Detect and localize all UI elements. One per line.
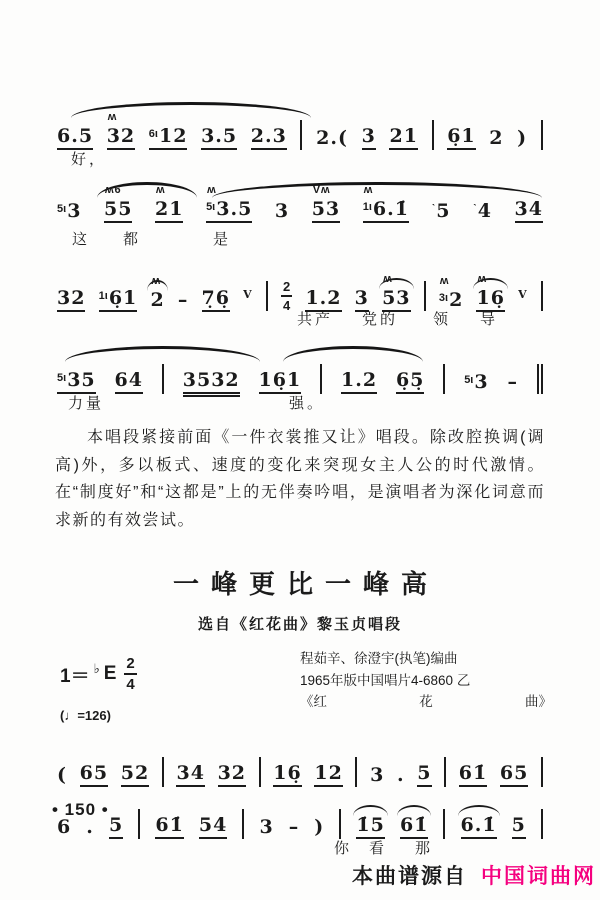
note-token: 3532 <box>183 371 240 394</box>
note-token: – <box>507 371 518 393</box>
note-token: 1.2 <box>305 289 341 312</box>
credit-line: 程茹辛、徐澄宇(执笔)编曲 <box>300 651 458 667</box>
note-token: 6̣5̣ <box>396 371 424 394</box>
note-token: 64 <box>115 371 143 394</box>
note-token: 3 <box>355 289 369 312</box>
ornament-mark: ʍ6 <box>105 184 122 196</box>
barline <box>541 809 543 839</box>
grace-note: 5ι <box>464 374 474 386</box>
note-token: 5ι 3.5 ʍ <box>206 200 252 223</box>
slur-arc <box>212 182 542 198</box>
note-token: ) <box>314 816 325 839</box>
note-token: 5 <box>109 816 123 839</box>
ornament-mark: ʍ <box>207 184 217 196</box>
ornament-mark: ʍ <box>151 275 161 287</box>
note-token: 5ι 3 <box>464 371 489 393</box>
ornament-mark: ʍ <box>107 111 118 123</box>
note-token: 21 ʍ <box>155 200 183 223</box>
note-token: 16̣ <box>273 764 301 787</box>
key-letter: E <box>103 663 117 685</box>
page-number: • 150 • <box>52 800 109 819</box>
note-token: 3 <box>362 127 376 150</box>
note-token: 1.2 <box>341 371 377 394</box>
note-token: 6.5 <box>57 127 93 150</box>
barline <box>300 120 302 150</box>
note-token: 34 <box>176 764 204 787</box>
time-signature: 2 4 <box>283 279 291 313</box>
music-system <box>57 176 543 256</box>
lyric: 共产 <box>297 311 334 328</box>
note-token: – <box>177 289 189 311</box>
footer-site-name: 中国词曲网 <box>481 865 596 888</box>
music-system <box>57 733 543 785</box>
note-token: 53 ʍ <box>382 289 410 312</box>
lyric: 好， <box>71 151 108 168</box>
commentary-paragraph: 本唱段紧接前面《一件衣裳推又让》唱段。除改腔换调(调高)外，多以板式、速度的变化来突现女主人公的时代激情。在“制度好”和“这都是”上的无伴奏吟唱，是演唱者为深化词意而求新的有效尝试。 <box>55 429 545 529</box>
lyric: 这 <box>72 231 91 248</box>
lyric: 力量 <box>68 395 105 412</box>
note-token: 5 <box>417 764 431 787</box>
ornament-mark: ʍ <box>156 184 166 196</box>
footer-prefix: 本曲谱源自 <box>352 865 467 888</box>
song-subtitle: 选自《红花曲》黎玉贞唱段 <box>197 616 402 634</box>
note-token: 53 Vʍ <box>312 200 340 223</box>
barline <box>424 281 426 311</box>
note-token: 34 <box>515 200 543 223</box>
grace-note: 3ι <box>438 292 449 304</box>
grace-note: ˋ <box>473 203 477 215</box>
note-token: 6.1̇ <box>461 816 497 839</box>
grace-note: 5ι <box>57 372 67 384</box>
note-token: 3 <box>259 816 274 839</box>
note-token: . <box>397 764 405 787</box>
barline <box>444 757 446 787</box>
note-token: 65 <box>80 764 108 787</box>
note-token: 5ι 35 <box>57 371 96 394</box>
key-signature <box>60 656 137 692</box>
barline <box>242 809 244 839</box>
note-token: 6 <box>57 816 72 839</box>
barline <box>443 809 445 839</box>
note-token: 3.5 <box>201 127 237 150</box>
music-system <box>57 256 543 340</box>
lyric: 看 <box>369 840 388 858</box>
note-token: 2.3 <box>251 127 287 150</box>
barline <box>541 757 543 787</box>
note-token: ˋ 5 <box>431 200 451 222</box>
grace-note: ˋ <box>431 203 436 215</box>
lyric: 领 <box>433 311 452 328</box>
barline <box>537 364 539 394</box>
credit-line: 《红 花 曲》 <box>300 694 552 710</box>
song-title: 一峰更比一峰高 <box>172 569 439 600</box>
key-prefix: 1＝ <box>60 665 90 687</box>
barline <box>162 757 164 787</box>
note-token: 16̣ ʍ <box>476 289 504 312</box>
note-token: – <box>288 816 300 839</box>
note-token: 61̇ <box>155 816 183 839</box>
note-token: 5 <box>512 816 526 839</box>
ornament-mark: ʍ <box>383 273 393 285</box>
note-token: . <box>86 816 94 839</box>
note-token: 1̇5 <box>356 816 384 839</box>
note-token: 1ι 6.1̇ ʍ <box>363 200 409 223</box>
note-token: 6̣1 <box>447 127 475 150</box>
barline <box>339 809 341 839</box>
music-system <box>57 340 543 414</box>
barline <box>138 809 140 839</box>
note-token: ( <box>57 764 67 787</box>
song-meta <box>0 634 600 723</box>
note-token: 3ι 2 ʍ <box>438 275 464 311</box>
barline <box>541 281 543 311</box>
flat-icon: ♭ <box>93 661 100 677</box>
grace-note: 1ι <box>98 290 108 302</box>
source-footer <box>352 860 596 890</box>
lyric: 导 <box>480 311 499 328</box>
note-token: V <box>518 288 528 301</box>
note-token: 2.( <box>316 127 348 149</box>
note-token: 32 ʍ <box>107 127 135 150</box>
note-token: 54 <box>199 816 227 839</box>
lyric: 党的 <box>362 311 399 328</box>
slur-arc <box>65 346 260 362</box>
barline <box>541 120 543 150</box>
barline <box>259 757 261 787</box>
lyric: 你 <box>334 840 353 858</box>
ornament-mark: Vʍ <box>312 184 331 196</box>
meter-signature: 2 4 <box>126 655 135 694</box>
tempo-marking: (♩=126) <box>60 708 111 724</box>
note-token: ) <box>517 127 528 149</box>
ornament-mark: ʍ <box>363 184 374 196</box>
ornament-mark: ʍ <box>439 275 450 287</box>
barline <box>443 364 445 394</box>
note-token: 2 <box>489 127 504 149</box>
lyric: 那 <box>415 840 434 858</box>
note-token: 61̇ <box>459 764 487 787</box>
grace-note: 5ι <box>57 203 67 215</box>
note-token: 61̇ <box>400 816 428 839</box>
note-token: 32 <box>218 764 246 787</box>
barline <box>320 364 322 394</box>
ornament-mark: ʍ <box>477 273 488 285</box>
note-token: 3 <box>370 764 385 787</box>
credit-line: 1965年版中国唱片4-6860 乙 <box>300 672 471 688</box>
note-token: 2 ʍ <box>150 275 165 311</box>
score-top-systems <box>0 0 600 414</box>
lyric: 是 <box>213 231 232 248</box>
note-token: 1ι 6̣1 <box>99 289 138 312</box>
note-token: 7̣6̣ <box>202 289 230 312</box>
note-token: V <box>243 288 253 301</box>
note-token: 52 <box>121 764 149 787</box>
note-token: 32 <box>57 289 85 312</box>
note-token: 12 <box>314 764 342 787</box>
note-token: 3 <box>274 200 290 222</box>
music-system <box>57 96 543 176</box>
key-tempo-block <box>60 648 137 723</box>
note-token: 5ι 3 <box>57 200 82 222</box>
note-token: 21 <box>389 127 417 150</box>
grace-note: 6ι <box>148 128 158 140</box>
note-token: 6ι 12 <box>149 127 188 150</box>
note-token: ˋ 4 <box>473 200 492 222</box>
barline <box>432 120 434 150</box>
slur-arc <box>283 346 423 362</box>
barline <box>266 281 268 311</box>
note-token: 55 ʍ6 <box>104 200 132 223</box>
barline <box>355 757 357 787</box>
note-token: 65 <box>500 764 528 787</box>
credits-block <box>300 648 552 723</box>
barline <box>162 364 164 394</box>
grace-note: 5ι <box>206 201 216 213</box>
grace-note: 1ι <box>362 201 372 213</box>
lyric: 都 <box>123 231 142 248</box>
lyric: 强。 <box>289 395 326 412</box>
note-token: 16̣1 <box>259 371 302 394</box>
